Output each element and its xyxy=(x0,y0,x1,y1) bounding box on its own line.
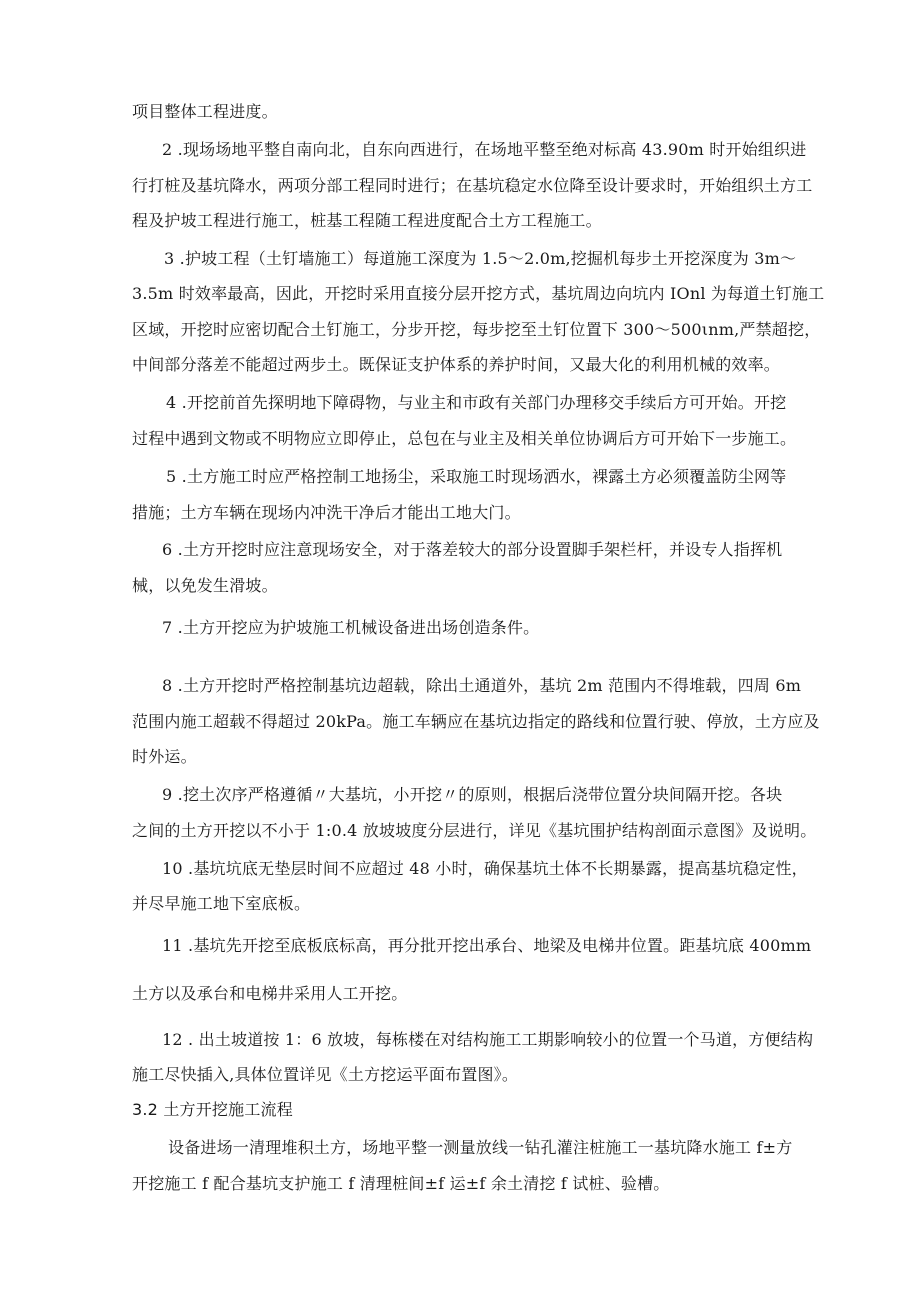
text-line: 开挖施工 f 配合基坑支护施工 f 清理桩间±f 运±f 余土清挖 f 试桩、验槽。 xyxy=(132,1174,670,1193)
section-heading: 3.2 土方开挖施工流程 xyxy=(132,1100,293,1119)
text-line: 行打桩及基坑降水，两项分部工程同时进行；在基坑稳定水位降至设计要求时，开始组织土方工 xyxy=(132,176,813,195)
text-line: 施工尽快插入,具体位置详见《土方挖运平面布置图》。 xyxy=(132,1065,519,1084)
text-line: 3.5m 时效率最高，因此，开挖时采用直接分层开挖方式，基坑周边向坑内 IOnl 为每道土钉施工 xyxy=(132,284,825,303)
text-line: 程及护坡工程进行施工，桩基工程随工程进度配合土方工程施工。 xyxy=(132,211,602,230)
text-line: 2 .现场场地平整自南向北，自东向西进行，在场地平整至绝对标高 43.90m 时开始组织进 xyxy=(162,140,807,159)
text-line: 之间的土方开挖以不小于 1:0.4 放坡坡度分层进行，详见《基坑围护结构剖面示意图》及说明。 xyxy=(132,821,817,840)
text-line: 范围内施工超载不得超过 20kPa。施工车辆应在基坑边指定的路线和位置行驶、停放，土方应及 xyxy=(132,712,820,731)
text-line: 8 .土方开挖时严格控制基坑边超载，除出土通道外，基坑 2m 范围内不得堆载，四周 6m xyxy=(162,676,802,695)
text-line: 措施；土方车辆在现场内冲洗干净后才能出工地大门。 xyxy=(132,503,521,522)
text-line: 7 .土方开挖应为护坡施工机械设备进出场创造条件。 xyxy=(162,618,540,637)
text-line: 土方以及承台和电梯井采用人工开挖。 xyxy=(132,984,408,1003)
text-line: 时外运。 xyxy=(132,747,197,766)
text-line: 3 .护坡工程（土钉墙施工）每道施工深度为 1.5～2.0m,挖掘机每步土开挖深度为 3m～ xyxy=(164,249,797,268)
text-line: 11 .基坑先开挖至底板底标高，再分批开挖出承台、地梁及电梯井位置。距基坑底 400mm xyxy=(162,936,812,955)
text-line: 9 .挖土次序严格遵循〃大基坑，小开挖〃的原则，根据后浇带位置分块间隔开挖。各块 xyxy=(162,785,783,804)
text-line: 6 .土方开挖时应注意现场安全，对于落差较大的部分设置脚手架栏杆，并设专人指挥机 xyxy=(162,540,783,559)
text-line: 过程中遇到文物或不明物应立即停止，总包在与业主及相关单位协调后方可开始下一步施工。 xyxy=(132,429,797,448)
text-line: 区域，开挖时应密切配合土钉施工，分步开挖，每步挖至土钉位置下 300～500ιnm,严禁超挖， xyxy=(132,320,821,339)
text-line: 设备进场一清理堆积土方，场地平整一测量放线一钻孔灌注桩施工一基坑降水施工 f±方 xyxy=(168,1138,793,1157)
text-line: 项目整体工程进度。 xyxy=(132,102,278,121)
text-line: 并尽早施工地下室底板。 xyxy=(132,894,311,913)
text-line: 4 .开挖前首先探明地下障碍物，与业主和市政有关部门办理移交手续后方可开始。开挖 xyxy=(166,393,787,412)
text-line: 5 .土方施工时应严格控制工地扬尘，采取施工时现场洒水，裸露土方必须覆盖防尘网等 xyxy=(166,467,787,486)
text-line: 12 . 出土坡道按 1：6 放坡，每栋楼在对结构施工工期影响较小的位置一个马道，方便结构 xyxy=(162,1030,814,1049)
text-line: 中间部分落差不能超过两步土。既保证支护体系的养护时间，又最大化的利用机械的效率。 xyxy=(132,355,781,374)
text-line: 10 .基坑坑底无垫层时间不应超过 48 小时，确保基坑土体不长期暴露，提高基坑稳定性， xyxy=(162,859,808,878)
text-line: 械，以免发生滑坡。 xyxy=(132,576,278,595)
